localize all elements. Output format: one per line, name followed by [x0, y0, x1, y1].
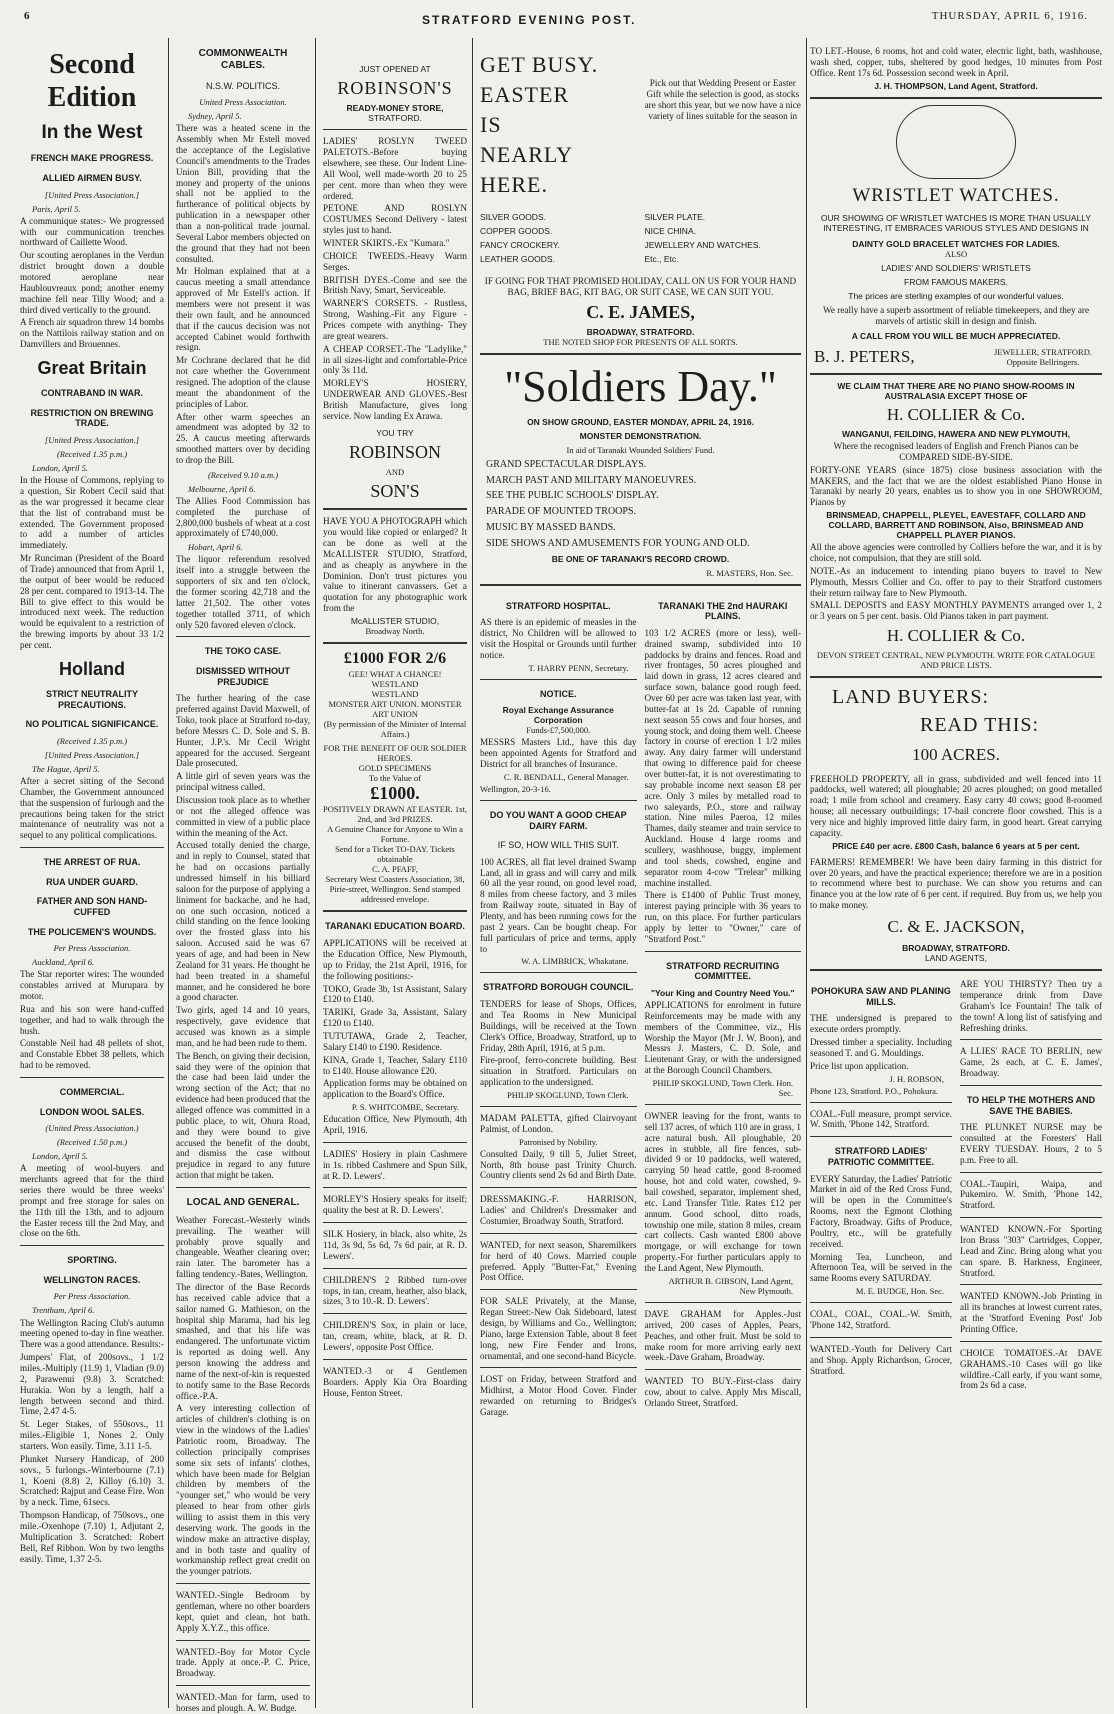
ad-paragraph: BRINSMEAD, CHAPPELL, PLEYEL, EAVESTAFF, COLLARD AND COLLARD, BARRETT AND ROBINSON, Also, BRINSMEAD AND CHAPPELL PLAYER PIANOS. — [826, 510, 1086, 541]
ad-title: HERE. — [480, 171, 548, 197]
article-paragraph: Weather Forecast.-Westerly winds prevailing. The weather will probably prove squally and changeable. Weather clearing over; rain later. The barometer has a falling tendency.-Bates, Wellington. — [176, 1214, 310, 1280]
classified-ad: WANTED.-3 or 4 Gentlemen Boarders. Apply Kia Ora Boarding House, Fenton Street. — [323, 1365, 467, 1398]
ad-paragraph: LADIES' ROSLYN TWEED PALETOTS.-Before buying elsewhere, see these. Our Indent Line-All Wool, well made-worth 20 to 25 per cent. more than when they were ordered. — [323, 136, 467, 201]
notice-heading: POHOKURA SAW AND PLANING MILLS. — [811, 986, 951, 1007]
ad-text: A Genuine Chance for Anyone to Win a Fortune. — [327, 824, 463, 845]
source-line: [United Press Association.] — [44, 435, 140, 446]
ad-text: MONSTER ART UNION. MONSTER ART UNION — [328, 698, 462, 719]
cejames-advert — [480, 38, 801, 202]
classified-ad: COAL, COAL, COAL.-W. Smith, 'Phone 142, Stratford. — [810, 1309, 952, 1331]
classified-ad: DAVE GRAHAM for Apples.-Just arrived, 200 cases of Apples, Pears, Peaches, and other fruit. Must be sold to make room for more arriving early next week.-Dave Graham, Broadway. — [644, 1308, 801, 1363]
ad-list-item: MARCH PAST AND MILITARY MANOEUVRES. — [486, 474, 697, 486]
notice-paragraph: TOKO, Grade 3b, 1st Assistant, Salary £120 to £140. — [323, 983, 467, 1005]
notice-heading: DO YOU WANT A GOOD CHEAP DAIRY FARM. — [489, 809, 627, 831]
ad-text: Secretary West Coasters Association, 38, Pirie-street, Wellington. Send stamped addressed envelope. — [325, 874, 465, 905]
ad-title: H. COLLIER & Co. — [886, 626, 1026, 646]
signature-line: W. A. LIMBRICK, Whakatane. — [521, 956, 629, 967]
article-paragraph: Two girls, aged 14 and 10 years, respectively, gave evidence that accused was known as a simple man, and he had been rude to them. — [176, 1005, 310, 1048]
edition-heading: Second Edition — [47, 49, 137, 114]
ad-title: EASTER — [480, 81, 570, 107]
notice-heading: STRATFORD RECRUITING COMMITTEE. — [666, 960, 780, 982]
paper-title: STRATFORD EVENING POST. — [422, 13, 637, 27]
ad-list-item: SEE THE PUBLIC SCHOOLS' DISPLAY. — [486, 490, 659, 502]
ad-text: J. H. THOMPSON, Land Agent, Stratford. — [874, 80, 1038, 91]
ad-paragraph: We really have a superb assortment of reliable timekeepers, and they are marvels of artistic skill in design and finish. — [822, 305, 1090, 326]
article-paragraph: Our scouting aeroplanes in the Verdun district brought down a double motored aeroplane near Haublouvreaux pond; another enemy machine fell near Tilly Wood; and a third dived vertically to the ground. — [20, 250, 164, 315]
ad-paragraph: NOTE.-As an inducement to intending piano buyers to travel to New Plymouth, Messrs Collier and Co. offer to pay to their Stratford customers their return railway fare to New Plymouth. — [810, 565, 1102, 598]
classified-ad: CHOICE TOMATOES.-At DAVE GRAHAMS.-10 Cases will go like wildfire.-Call early, if you want some, from 2s 6d a case. — [960, 1347, 1102, 1391]
article-paragraph: The further hearing of the case preferred against David Maxwell, of Toko, took place at Stratford to-day, before Messrs C. D. Sole and S. B. Hunter, J.P.'s. Mr Cecil Wright appeared for the accused. Sergeant Dale prosecuted. — [176, 693, 310, 769]
ad-text: GOLD SPECIMENS — [358, 763, 432, 774]
ad-paragraph: MORLEY'S HOSIERY, UNDERWEAR AND GLOVES.-Best British Manufacture, gives long service. Now landing Ex Arawa. — [323, 378, 467, 421]
ad-text: ON SHOW GROUND, EASTER MONDAY, APRIL 24, 1916. — [527, 416, 754, 427]
soldiers-day-title: "Soldiers Day." — [504, 361, 777, 411]
received-line: (Received 9.10 a.m.) — [207, 469, 279, 480]
dateline: Auckland, April 6. — [32, 957, 95, 968]
received-line: (Received 1.35 p.m.) — [56, 449, 128, 460]
ad-text: ALSO — [944, 249, 968, 260]
article-paragraph: The Star reporter wires: The wounded constables arrived at Murupara by motor. — [20, 969, 164, 1001]
article-paragraph: Plunket Nursery Handicap, of 200 sovs., 5 furlongs.-Winterbourne (7.1) 1, Koeni (8.8) 2, Killoy (6.10) 3. Scratched: Rajput and Cease Fire. Won by a neck. Time, 61secs. — [20, 1453, 165, 1508]
classified-ad: ARE YOU THIRSTY? Then try a temperance drink from Dave Graham's Ice Fountain! The talk of the town! A long list of satisfying and Refreshing drinks. — [960, 979, 1102, 1033]
headline: CONTRABAND IN WAR. — [41, 388, 143, 399]
ad-paragraph: IF GOING FOR THAT PROMISED HOLIDAY, CALL ON US FOR YOUR HAND BAG, BRIEF BAG, KIT BAG, OR SUIT CASE, WE CAN SUIT YOU. — [484, 275, 797, 297]
ad-text: YOU TRY — [376, 427, 414, 438]
ad-text: STRATFORD. — [368, 113, 422, 124]
ad-title: ROBINSON — [348, 441, 441, 462]
article-paragraph: Mr Cochrane declared that he did not care whether the Government resigned. The adoption of the clause meant the abandonment of the principles of Labor. — [176, 355, 310, 409]
page-number: 6 — [24, 10, 30, 22]
ad-text: WANGANUI, FEILDING, HAWERA AND NEW PLYMOUTH, — [841, 428, 1071, 439]
ad-text: WE CLAIM THAT THERE ARE NO PIANO SHOW-ROOMS IN AUSTRALASIA EXCEPT THOSE OF — [837, 380, 1075, 401]
ad-list-item: PARADE OF MOUNTED TROOPS. — [486, 506, 637, 518]
masthead — [0, 0, 1114, 30]
signature-line: R. MASTERS, Hon. Sec. — [706, 567, 793, 578]
article-paragraph: After a secret sitting of the Second Chamber, the Government announced that the suspension of furlough and the precautions being taken for the strict maintenance of neutrality was not a sequel to any political complications. — [20, 776, 164, 841]
notice-heading: TARANAKI EDUCATION BOARD. — [325, 921, 465, 932]
ad-list-item: SIDE SHOWS AND AMUSEMENTS FOR YOUNG AND OLD. — [486, 537, 750, 549]
ad-paragraph: All the above agencies were controlled by Colliers before the war, and it is by choice, not compulsion, that they are still sold. — [810, 542, 1102, 564]
notice-paragraph: TUTUTAWA, Grade 2, Teacher, Salary £140 to £190. Residence. — [323, 1030, 467, 1052]
ad-text: BROADWAY, STRATFORD. — [902, 943, 1010, 954]
classified-ad: WANTED TO BUY.-First-class dairy cow, about to calve. Apply Mrs Miscall, Orlando Street, Stratford. — [644, 1376, 801, 1408]
notice-paragraph: AS there is an epidemic of measles in the district, No Children will be allowed to visit the Hospital or Grounds until further notice. — [480, 617, 637, 660]
source-line: Per Press Association. — [53, 943, 131, 954]
ad-text: DEVON STREET CENTRAL, NEW PLYMOUTH. WRITE FOR CATALOGUE AND PRICE LISTS. — [816, 650, 1096, 671]
ad-text: Patronised by Nobility. — [518, 1136, 598, 1147]
ad-list-item: COPPER GOODS. — [480, 225, 553, 236]
source-line: [United Press Association.] — [44, 749, 140, 760]
signature-line: ARTHUR B. GIBSON, Land Agent, New Plymouth. — [668, 1275, 793, 1296]
ad-title: SON'S — [370, 481, 420, 502]
ad-text: MONSTER DEMONSTRATION. — [579, 430, 702, 441]
classified-ad: SILK Hosiery, in black, also white, 2s 11d, 3s 9d, 5s 6d, 7s 6d pair, at R. D. Lewers'. — [323, 1229, 467, 1261]
notice-paragraph: THE PLUNKET NURSE may be consulted at the Foresters' Hall EVERY TUESDAY. Hours, 2 to 5 p.m. Free to all. — [960, 1122, 1102, 1165]
ad-text: A CALL FROM YOU WILL BE MUCH APPRECIATED. — [851, 330, 1061, 341]
article-paragraph: The director of the Base Records has received cable advice that a sailor named G. Mathieson, on the hospital ship Marama, had his leg smashed, and that his life was endangered. The unfortunate victim is reported as doing well. Any person knowing the address and name of the next-of-kin is requested to notify same to the Base Records office.-P.A. — [176, 1281, 310, 1401]
headline: LONDON WOOL SALES. — [39, 1106, 145, 1117]
article-paragraph: The Allies Food Commission has completed the purchase of 2,800,000 bushels of wheat at a cost approximately of £740,000. — [176, 495, 310, 539]
ad-list-item: SILVER PLATE. — [644, 211, 706, 222]
article-paragraph: Discussion took place as to whether or not the alleged offence was committed in view of a public place within the meaning of the Act. — [176, 794, 310, 838]
notice-paragraph: 103 1/2 ACRES (more or less), well-drained swamp, subdivided into 10 paddocks by drains and fences. Road and river frontages, 50 acres ploughed and laid down in grass, 12 acres cleared and surface sown, balance good rough feed. Over 60 per acre was taken last year, with butter-fat at 1s 2d. Capable of running next season 55 cows and four horses, and young stock, and doing them well. Cheese factory in course of erection 1 1/2 miles away. Any dairy farmer will understand that owing to difference paid for cheese over butter-fat, it is not overestimating to say probable income next season £8 per acre. Only 3 miles by metalled road to two saleyards, P.O., store and railway station. Nine miles Paeroa, 12 miles Thames, daily steamer and train service to Auckland. House 4 large rooms and scullery, washhouse, buggy, implement and tool sheds, cowshed, engine and separator room 4-cow "Trelear" milking machine installed. — [644, 627, 801, 888]
ad-text: Broadway North. — [365, 626, 425, 637]
article-paragraph: A little girl of seven years was the principal witness called. — [176, 771, 310, 793]
ad-list-item: Etc., Etc. — [644, 253, 679, 264]
headline: RUA UNDER GUARD. — [46, 876, 138, 887]
ad-text: C. A. PFAFF, — [372, 864, 418, 875]
dateline: London, April 5. — [32, 1151, 89, 1162]
ad-list-item: LEATHER GOODS. — [480, 253, 555, 264]
ad-paragraph: BRITISH DYES.-Come and see the British Navy, Smart, Serviceable. — [323, 274, 467, 296]
ad-list-item: SILVER GOODS. — [480, 211, 546, 222]
ad-title: ROBINSON'S — [337, 78, 453, 99]
headline: ALLIED AIRMEN BUSY. — [42, 173, 142, 184]
ad-text: GEE! WHAT A CHANCE! — [348, 668, 442, 679]
ad-text: The prices are sterling examples of our wonderful values. — [848, 291, 1064, 302]
ad-text: "Your King and Country Need You." — [650, 987, 795, 998]
headline: LOCAL AND GENERAL. — [186, 1197, 300, 1209]
classified-ad: MADAM PALETTA, gifted Clairvoyant Palmist, of London. — [480, 1112, 637, 1134]
headline: FATHER AND SON HAND-CUFFED — [36, 896, 148, 917]
source-line: [United Press Association.] — [44, 189, 140, 200]
notice-heading: STRATFORD LADIES' PATRIOTIC COMMITTEE. — [827, 1146, 935, 1167]
notice-heading: NOTICE. — [539, 688, 577, 699]
notice-paragraph: KINA, Grade 1, Teacher, Salary £110 to £140. House allowance £20. — [323, 1054, 467, 1076]
wristlet-watch-illustration — [896, 105, 1016, 179]
classified-ad: WANTED.-Boy for Motor Cycle trade. Apply at once.-P. C. Price, Broadway. — [176, 1646, 310, 1679]
classified-ad: WANTED KNOWN.-For Sporting Iron Brass "303" Cartridges, Copper, Lead and Zinc. Bring along what you can spare. B. Harkness, Engineer, Stratford. — [960, 1224, 1102, 1278]
notice-paragraph: APPLICATIONS will be received at the Education Office, New Plymouth, up to Friday, the 21st April, 1916, for the following positions:- — [323, 938, 467, 981]
ad-title: LAND BUYERS: — [832, 686, 990, 709]
classified-ad: A LLIES' RACE TO BERLIN, new Game, 2s each, at C. E. James', Broadway. — [960, 1046, 1102, 1079]
column-rule — [168, 38, 169, 1708]
column-2 — [172, 38, 314, 1714]
classified-ad: LOST on Friday, between Stratford and Midhirst, a Motor Hood Cover. Finder rewarded on returning to Bridges's Garage. — [480, 1374, 637, 1418]
notice-heading: TO HELP THE MOTHERS AND SAVE THE BABIES. — [966, 1094, 1096, 1116]
classified-ad: DRESSMAKING.-F. HARRISON, Ladies' and Children's Dressmaker and Costumier, Broadway South, Stratford. — [480, 1194, 637, 1227]
headline: WELLINGTON RACES. — [43, 1274, 141, 1285]
robinsons-advert — [323, 64, 467, 123]
ad-title: £1000. — [370, 783, 420, 804]
article-paragraph: Mr Holman explained that at a caucus meeting a small attendance approved of Mr Estell's action. If members were not present it was their own fault, and he announced that if the caucus decision was not accepted Cabinet would forthwith resign. — [176, 266, 310, 353]
art-union-advert — [323, 650, 467, 904]
ad-title: B. J. PETERS, — [814, 346, 915, 366]
headline: THE ARREST OF RUA. — [43, 857, 141, 868]
dateline: Melbourne, April 6. — [188, 483, 256, 494]
ad-paragraph: HAVE YOU A PHOTOGRAPH which you would like copied or enlarged? It can be done as well at the McALLISTER STUDIO, Stratford, and as cheaply as anywhere in the Dominion. Don't trust pictures you value to itinerant canvassers. Get a quotation for any photographic work from the — [323, 516, 467, 614]
ad-paragraph: PETONE AND ROSLYN COSTUMES Second Delivery - latest styles just to hand. — [323, 203, 467, 236]
ad-paragraph: SMALL DEPOSITS and EASY MONTHLY PAYMENTS arranged over 1, 2 or 3 years on 5 per cent. basis. Old Pianos taken in part payment. — [810, 600, 1102, 622]
signature-line: PHILIP SKOGLUND, Town Clerk. Hon. Sec. — [652, 1077, 793, 1098]
ad-text: Royal Exchange Assurance Corporation — [502, 705, 614, 726]
ad-paragraph: WINTER SKIRTS.-Ex "Kumara." — [323, 238, 450, 249]
notice-heading: IF SO, HOW WILL THIS SUIT. — [497, 840, 619, 851]
ad-paragraph: WARNER'S CORSETS. - Rustless, Strong, Washing.-Fit any Figure -Prices compete with anything- They are great wearers. — [323, 298, 467, 341]
notice-paragraph: 100 ACRES, all flat level drained Swamp Land, all in grass and will carry and milk 60 all the year round, on good level road, 8 miles from cheese factory, and 3 miles from Railway route, situated in Bay of Plenty, and has been running cows for the past 2 years. Can be bought cheap. For full particulars of price and terms, apply to — [480, 856, 637, 954]
classified-ad: TO LET.-House, 6 rooms, hot and cold water, electric light, bath, washhouse, wash shed, copper, tubs, sheltered by good hedges, 10 minutes from Post Office. Rent 17s 6d. Possession second week in April. — [810, 46, 1102, 78]
notice-paragraph: Morning Tea, Luncheon, and Afternoon Tea, will be served in the same Rooms every SATURDAY. — [810, 1251, 952, 1284]
ad-paragraph: CHOICE TWEEDS.-Heavy Warm Serges. — [323, 250, 467, 272]
ad-text: LADIES' AND SOLDIERS' WRISTLETS — [881, 263, 1031, 274]
received-line: (Received 1.35 p.m.) — [56, 735, 128, 746]
article-paragraph: Rua and his son were hand-cuffed together, and had to walk through the bush. — [20, 1003, 164, 1036]
ad-list-item: GRAND SPECTACULAR DISPLAYS. — [486, 458, 647, 470]
dateline: The Hague, April 5. — [32, 763, 100, 774]
article-paragraph: Mr Runciman (President of the Board of Trade) announced that from April 1, the output of beer would be reduced 28 per cent. compared to 1913-14. The Bill to give effect to this would be introduced next week. The reduction would be equivalent to a restriction of the brewing imports by about 33 1/2 per cent. — [20, 553, 164, 651]
notice-paragraph: MESSRS Masters Ltd., have this day been appointed Agents for Stratford and District for all branches of Insurance. — [480, 737, 637, 770]
classified-ad: WANTED.-Man for farm, used to horses and plough. A. W. Budge. — [176, 1692, 310, 1714]
ad-title: H. COLLIER & Co. — [886, 404, 1026, 424]
received-line: (Received 1.50 p.m.) — [56, 1137, 128, 1148]
ad-paragraph: Pick out that Wedding Present or Easter Gift while the selection is good, as stocks are short this year, but we now have a nice variety of lines suitable for the season in — [644, 78, 801, 121]
classified-ad: LADIES' Hosiery in plain Cashmere in 1s. ribbed Cashmere and Spun Silk, at R. D. Lewers'. — [323, 1148, 467, 1181]
ad-text: McALLISTER STUDIO, — [350, 616, 440, 626]
notice-paragraph: Application forms may be obtained on application to the Board's Office. — [323, 1078, 467, 1100]
headline: THE TOKO CASE. — [204, 646, 282, 657]
article-paragraph: A communique states:- We progressed with our communication trenches northward of Caillette Wood. — [20, 215, 164, 248]
source-line: Per Press Association. — [53, 1291, 131, 1302]
ad-text: BE ONE OF TARANAKI'S RECORD CROWD. — [551, 553, 730, 564]
column-rule — [315, 38, 316, 1708]
article-paragraph: Thompson Handicap, of 750sovs., one mile.-Oxenhope (7.10) 1, Adjutant 2, Multiplication 3. Scratched: Robert Bell, Ref Ribbon. Won by two lengths easily. Time, 1.37 2-5. — [20, 1510, 164, 1564]
ad-text: To the Value of — [369, 773, 421, 784]
ad-text: Phone 123, Stratford. P.O., Pohokura. — [810, 1085, 938, 1096]
classified-ad: WANTED KNOWN.-Job Printing in all its branches at lowest current rates, at the 'Stratford Evening Post' Job Printing Office. — [960, 1291, 1102, 1335]
ad-list-item: MUSIC BY MASSED BANDS. — [486, 521, 616, 533]
ad-text: Wellington, 20-3-16. — [480, 783, 551, 794]
dateline: Sydney, April 5. — [188, 111, 242, 122]
signature-line: T. HARRY PENN, Secretary. — [528, 662, 629, 673]
column-rule — [806, 38, 807, 1708]
ad-text: In aid of Taranaki Wounded Soldiers' Fund. — [566, 444, 715, 455]
ad-paragraph: FARMERS! REMEMBER! We have been dairy farming in this district for over 20 years, and have the practical experience; therefore we are in a position to recommend where best to purchase. We can show you returns and can finance you at the low rate of 6 per cent. if required. Buy from us, we help you to make money. — [810, 856, 1102, 911]
ad-list-item: FANCY CROCKERY. — [480, 239, 560, 250]
signature-line: P. S. WHITCOMBE, Secretary. — [351, 1102, 459, 1113]
signature-line: M. E. BUDGE, Hon. Sec. — [855, 1286, 944, 1297]
dateline: Trentham, April 6. — [32, 1305, 95, 1316]
ad-text: WESTLAND — [371, 688, 419, 699]
ad-title: WRISTLET WATCHES. — [852, 184, 1060, 206]
ad-text: DAINTY GOLD BRACELET WATCHES FOR LADIES. — [852, 239, 1060, 250]
article-paragraph: After other warm speeches an amendment was adopted by 32 to 25. A caucus meeting afterwards smoothed matters over by deciding to drop the Bill. — [176, 411, 310, 466]
ad-title: 100 ACRES. — [912, 745, 1000, 765]
classified-ad: MORLEY'S Hosiery speaks for itself; quality the best at R. D. Lewers'. — [323, 1194, 467, 1216]
ad-title: £1000 FOR 2/6 — [343, 650, 447, 668]
notice-heading: TARANAKI THE 2nd HAURAKI PLAINS. — [658, 600, 788, 622]
notice-paragraph: APPLICATIONS for enrolment in future Reinforcements may be made with any members of the Committee, viz., His Worship the Mayor (Mr J. W. Boon), and Messrs J. Masters, C. D. Sole, and Lieutenant Gray, or with the undersigned at the Borough Council Chambers. — [644, 999, 801, 1076]
classified-ad: COAL.-Taupiri, Waipa, and Pukemiro. W. Smith, 'Phone 142, Stratford. — [960, 1178, 1102, 1211]
article-paragraph: St. Leger Stakes, of 550sovs., 11 miles.-Eligible 1, Nones 2. Only starters. Won easily. Time, 3.11 1-5. — [20, 1419, 164, 1451]
article-paragraph: The liquor referendum resolved itself into a struggle between the supporters of six and ten o'clock, the former scoring 42,718 and the latter 21,502. The other votes together totalled 3711, of which only 520 favored eleven o'clock. — [176, 554, 310, 630]
ad-list-item: JEWELLERY AND WATCHES. — [644, 239, 761, 250]
column-rule — [472, 38, 473, 1708]
notice-heading: STRATFORD HOSPITAL. — [505, 600, 611, 611]
ad-title: C. E. JAMES, — [586, 301, 695, 322]
headline: COMMERCIAL. — [59, 1086, 125, 1097]
ad-text: FROM FAMOUS MAKERS. — [904, 277, 1008, 288]
ad-text: AND — [385, 467, 405, 478]
issue-date: THURSDAY, APRIL 6, 1916. — [931, 10, 1088, 22]
signature-line: J. H. ROBSON, — [889, 1073, 944, 1084]
ad-text: BROADWAY, STRATFORD. — [586, 326, 695, 337]
signature-line: C. R. BENDALL, General Manager. — [503, 771, 629, 782]
notice-paragraph: Education Office, New Plymouth, 4th April, 1916. — [323, 1114, 467, 1135]
ad-title: NEARLY — [480, 141, 574, 167]
article-paragraph: The Bench, on giving their decision, said they were of the opinion that the case had been laid under the wrong section of the Act; that no evidence had been produced that the alleged offence was committed in a public place, to wit, Ohura Road, and they were bound to give accused the benefit of the doubt, and dismiss the case without prejudice in regard to any future action that might be taken. — [176, 1050, 310, 1181]
ad-text: Send for a Ticket TO-DAY. Tickets obtainable — [335, 844, 455, 865]
ad-title: C. & E. JACKSON, — [887, 916, 1025, 936]
dateline: Hobart, April 6. — [188, 542, 243, 553]
classified-ad: CHILDREN'S 2 Ribbed turn-over tops, in tan, cream, heather, also black, sizes, 3 to 10.-R. D. Lewers'. — [323, 1274, 467, 1307]
headline: COMMONWEALTH CABLES. — [198, 48, 288, 71]
ad-paragraph: FORTY-ONE YEARS (since 1875) close business association with the MAKERS, and the fact that we are the oldest established Piano House in Taranaki by nearly 20 years, enables us to show you in one SHOWROOM, Pianos by — [810, 464, 1102, 508]
article-paragraph: The Wellington Racing Club's autumn meeting opened to-day in fine weather. There was a good attendance. Results:- — [20, 1317, 164, 1350]
ad-text: JUST OPENED AT — [359, 64, 431, 74]
notice-paragraph: TARIKI, Grade 3a, Assistant, Salary £120 to £140. — [323, 1007, 467, 1029]
article-paragraph: Accused totally denied the charge, and in reply to Counsel, stated that he had on occasions partially undressed himself in his billiard saloon for the purpose of applying a liniment for backache, and he had, on one such occasion, noticed a child standing on the fence looking over the frosted glass into his saloon. Accused said he was 67 years of age, and had been in New Zealand for 31 years. He thought he had been treated in a shameful manner, and he considered he bore a good character. — [176, 840, 310, 1003]
ad-text: FOR THE BENEFIT OF OUR SOLDIER HEROES. — [323, 743, 467, 764]
headline: THE POLICEMEN'S WOUNDS. — [27, 926, 157, 937]
ad-title: IS — [480, 111, 502, 137]
notice-paragraph: THE undersigned is prepared to execute orders promptly. — [810, 1013, 952, 1035]
headline: N.S.W. POLITICS. — [205, 80, 280, 91]
ad-text: THE NOTED SHOP FOR PRESENTS OF ALL SORTS. — [543, 336, 738, 347]
column-1 — [16, 38, 168, 1708]
ad-text: PRICE £40 per acre. £800 Cash, balance 6 years at 5 per cent. — [832, 840, 1080, 851]
headline: NO POLITICAL SIGNIFICANCE. — [25, 719, 159, 730]
article-paragraph: There was a heated scene in the Assembly when Mr Estell moved the acceptance of the Legislative Council's amendments to the Trades Union Bill, providing that the money and property of the unions shall not be applied to the furtherance of political objects by publication in a newspaper other than a non-political trade journal. Several Labor members objected on the ground that they had not been consulted. — [176, 123, 310, 264]
ad-paragraph: FREEHOLD PROPERTY, all in grass, subdivided and well fenced into 11 paddocks, well watered; all ploughable; 20 acres ploughed; on good metalled road; 1 mile from school and creamery. Easy carry 40 cows; good 8-roomed house; all necessary outbuildings; 17-bail concrete floor cowshed. This is a very nice and highly improved little dairy farm, in good heart. Great carrying capacity. — [810, 773, 1102, 838]
dateline: London, April 5. — [32, 463, 89, 474]
ad-text: POSITIVELY DRAWN AT EASTER. 1st, 2nd, and 3rd PRIZES. — [323, 804, 467, 825]
classified-ad: WANTED.-Single Bedroom by gentleman, where no other boarders kept, quiet and clean, hot bath. Apply X.Y.Z., this office. — [176, 1590, 310, 1633]
ad-title: READ THIS: — [920, 713, 1040, 736]
classified-ad: Consulted Daily, 9 till 5, Juliet Street, North, 8th house past Trinity Church. Country clients send 2s 6d and Birth Date. — [480, 1148, 637, 1181]
classified-ad: WANTED.-Youth for Delivery Cart and Shop. Apply Richardson, Grocer, Stratford. — [810, 1343, 952, 1376]
ad-text: (By permission of the Minister of Internal Affairs.) — [323, 718, 467, 739]
ad-text: Funds-£7,500,000. — [526, 725, 591, 736]
headline: DISMISSED WITHOUT PREJUDICE — [196, 665, 290, 687]
column-4 — [476, 38, 805, 1708]
headline: FRENCH MAKE PROGRESS. — [30, 153, 154, 164]
article-paragraph: Jumpers' Flat, of 200sovs., 1 1/2 miles.-Multiply (11.9) 1, Vladian (9.0) 2, Parawenui (9.8) 3. Scratched: Hurakia. Won by a length, half a length between second and third. Time, 2.47 4-5. — [20, 1352, 164, 1417]
signature-line: PHILIP SKOGLUND, Town Clerk. — [507, 1089, 629, 1100]
article-paragraph: A meeting of wool-buyers and merchants agreed that for the third series there would be three weeks' prompt and free storage for sales on the 11th till the 13th, and to adjourn the Easter recess till the 2nd May, and close on the 6th. — [20, 1163, 164, 1239]
notice-paragraph: EVERY Saturday, the Ladies' Patriotic Market in aid of the Red Cross Fund, will be open in the Committee's Rooms, next the Egmont Clothing Factory, Broadway. Gifts of Produce, Poultry, etc., will be gratefully received. — [810, 1173, 952, 1249]
section-heading-britain: Great Britain — [37, 358, 147, 379]
headline: STRICT NEUTRALITY PRECAUTIONS. — [46, 689, 138, 710]
ad-text: WESTLAND — [371, 678, 419, 689]
classified-ad: OWNER leaving for the front, wants to sell 137 acres, of which 110 are in grass, 1 acre natural bush. All ploughable, 20 acres in stubble, all fire fences, sub-divided 9 or 10 paddocks, well watered, carrying 50 head cattle, good 8-roomed house, hot and cold water, cowshed, 9-bail cowshed, separator, implement shed, etc. Land Transfer Title. Rates £12 per annum. Good school, ditto roads, township one mile, station 8 miles, cream cart collects. Cash wanted £800 above mortgage, or will exchange for town property.-For further particulars apply to the Land Agent, New Plymouth. — [644, 1111, 801, 1274]
ad-paragraph: OUR SHOWING OF WRISTLET WATCHES IS MORE THAN USUALLY INTERESTING, IT EMBRACES VARIOUS STYLES AND DESIGNS IN — [820, 213, 1092, 234]
classified-ad: FOR SALE Privately, at the Manse, Regan Street:-New Oak Sideboard, latest design, by Williams and Co., Wellington; Piano, large Extension Table, about 8 feet long, new Fire Fender and Irons, ornamental, and one second-hand Bicycle. — [480, 1296, 637, 1361]
notice-paragraph: Price list upon application. — [810, 1060, 909, 1071]
article-paragraph: In the House of Commons, replying to a question, Sir Robert Cecil said that as the war progressed it became clear that the list of contraband must be extended. The Government proposed to add a number of articles immediately. — [20, 475, 164, 551]
article-paragraph: Constable Neil had 48 pellets of shot, and Constable Ebbet 38 pellets, which had to be removed. — [20, 1038, 164, 1071]
ad-title: GET BUSY. — [480, 52, 599, 77]
notice-paragraph: There is £1400 of Public Trust money, interest paying principle with 36 years to run, on this place. For further particulars apply by letter to "Owner," care of "Stratford Post." — [644, 890, 801, 944]
column-5 — [810, 38, 1106, 1708]
section-heading-holland: Holland — [59, 658, 125, 679]
classified-ad: CHILDREN'S Sox, in plain or lace, tan, cream, white, black, at R. D. Lewers', opposite Post Office. — [323, 1320, 467, 1353]
section-heading-west: In the West — [41, 122, 143, 144]
dateline: Paris, April 5. — [32, 203, 81, 214]
column-3 — [319, 38, 471, 1708]
classified-ad: WANTED, for next season, Sharemilkers for herd of 40 Cows. Married couple preferred. Apply "Butter-Fat," Evening Post Office. — [480, 1239, 637, 1283]
source-line: (United Press Association.) — [45, 1123, 139, 1134]
notice-paragraph: Dressed timber a speciality. Including seasoned T. and G. Mouldings. — [810, 1037, 952, 1058]
headline: SPORTING. — [67, 1255, 117, 1266]
headline: RESTRICTION ON BREWING TRADE. — [30, 407, 154, 429]
notice-paragraph: TENDERS for lease of Shops, Offices, and Tea Rooms in New Municipal Buildings, will be received at the Town Clerk's Office, Broadway, Stratford, up to Friday, 28th April, 1916, at 5 p.m. — [480, 999, 637, 1053]
notice-heading: STRATFORD BOROUGH COUNCIL. — [483, 982, 634, 993]
ad-text: JEWELLER, STRATFORD. Opposite Bellringers. — [994, 346, 1092, 367]
ad-list-item: NICE CHINA. — [644, 225, 696, 236]
classified-ad: COAL.-Full measure, prompt service. W. Smith, 'Phone 142, Stratford. — [810, 1108, 952, 1130]
article-paragraph: A very interesting collection of articles of children's clothing is on view in the windows of the Ladies' Patriotic room, Broadway. The collection principally comprises some six sets of infants' clothes, which have been made for Belgian children by members of the "younger set," who would be very pleased to hear from other girls willing to assist them in this very deserving work. The goods in the window make an attractive display, and in both taste and quality of workmanship reflect great credit on the younger patriots. — [176, 1403, 310, 1577]
ad-paragraph: A CHEAP CORSET.-The "Ladylike," in all sizes-light and comfortable-Price only 3s 11d. — [323, 343, 467, 376]
article-paragraph: A French air squadron threw 14 bombs on the Nattilois railway station and on Damvillers and Brouennes. — [20, 317, 164, 350]
source-line: United Press Association. — [199, 97, 287, 108]
ad-text: READY-MONEY STORE, — [346, 103, 444, 114]
notice-paragraph: Fire-proof, ferro-concrete building. Best situation in Stratford. Particulars on application to the undersigned. — [480, 1055, 637, 1088]
ad-text: LAND AGENTS, — [925, 953, 987, 964]
ad-paragraph: Where the recognised leaders of English and French Pianos can be COMPARED SIDE-BY-SIDE. — [833, 440, 1079, 462]
